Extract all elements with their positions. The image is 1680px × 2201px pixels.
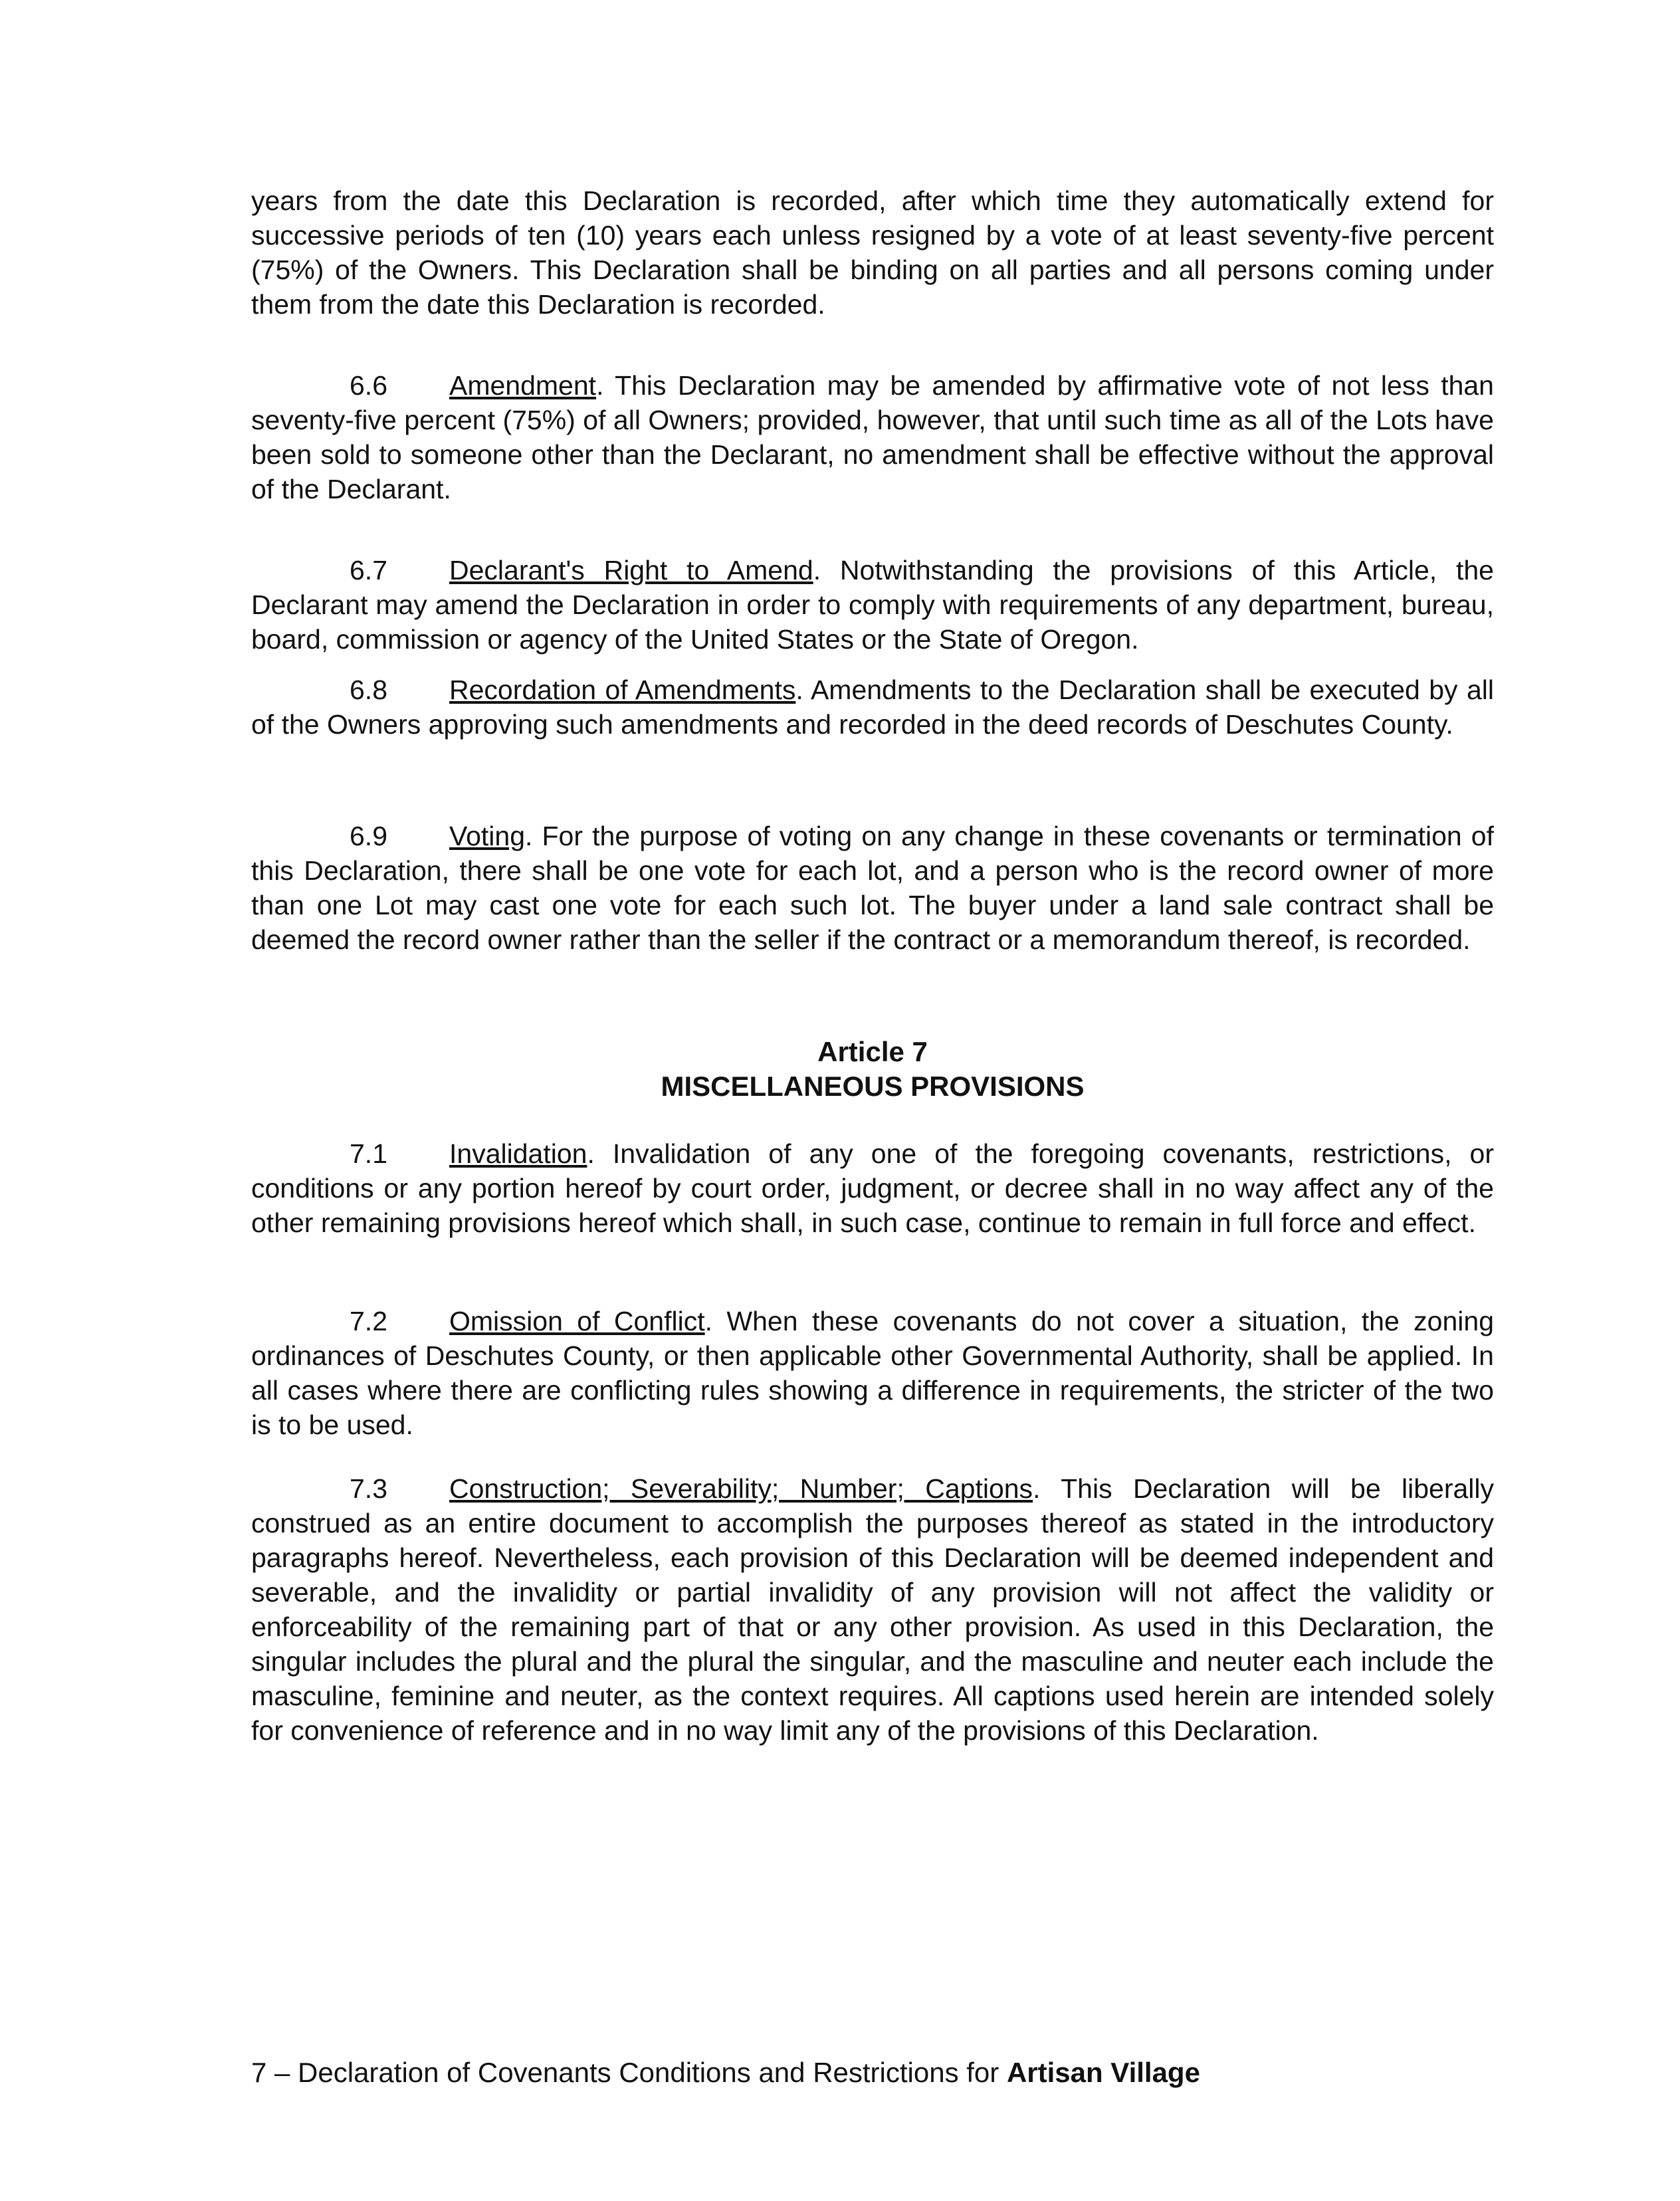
- article-title: MISCELLANEOUS PROVISIONS: [661, 1071, 1085, 1102]
- section-title: Declarant's Right to Amend: [449, 555, 813, 585]
- section-6-6: 6.6 Amendment. This Declaration may be amended by affirmative vote of not less than seventy-five percent (75%) of all Owners; provided, however, that until such time as all of the Lots have been sold to someone other than the Declarant, no amendment shall be effective without the approval of the Declarant.: [251, 368, 1494, 506]
- section-text: When these covenants do not cover a situation, the zoning ordinances of Deschutes County, or then applicable other Governmental Authority, shall be applied. In all cases where there are conflicting rules showing a difference in requirements, the stricter of the two is to be used.: [251, 1306, 1495, 1440]
- section-text: This Declaration will be liberally construed as an entire document to accomplish the purposes thereof as stated in the introductory paragraphs hereof. Nevertheless, each provision of this Declaration will be deemed independent and severable, and the invalidity or partial invalidity of any provision will not affect the validity or enforceability of the remaining part of that or any other provision. As used in this Declaration, the singular includes the plural and the plural the singular, and the masculine and neuter each include the masculine, feminine and neuter, as the context requires. All captions used herein are intended solely for convenience of reference and in no way limit any of the provisions of this Declaration.: [251, 1473, 1495, 1746]
- footer-project-name: Artisan Village: [1006, 2057, 1200, 2088]
- article-label: Article 7: [817, 1036, 928, 1067]
- section-number: 6.9: [350, 821, 387, 851]
- section-6-8: 6.8 Recordation of Amendments. Amendments to the Declaration shall be executed by all of the Owners approving such amendments and recorded in the deed records of Deschutes County.: [251, 673, 1494, 742]
- section-text: This Declaration may be amended by affirmative vote of not less than seventy-five percent (75%) of all Owners; provided, however, that until such time as all of the Lots have been sold to someone other than the Declarant, no amendment shall be effective without the approval of the Declarant.: [251, 370, 1494, 504]
- section-number: 6.8: [350, 675, 387, 705]
- section-text: Notwithstanding the provisions of this Article, the Declarant may amend the Declaration in order to comply with requirements of any department, bureau, board, commission or agency of the United States or the State of Oregon.: [251, 555, 1494, 655]
- section-title: Voting: [449, 821, 525, 851]
- footer-text: 7 – Declaration of Covenants Conditions and Restrictions for: [251, 2057, 1007, 2088]
- section-number: 6.7: [350, 555, 387, 585]
- section-7-3: 7.3 Construction; Severability; Number; Captions. This Declaration will be liberally construed as an entire document to accomplish the purposes thereof as stated in the introductory paragraphs hereof. Nevertheless, each provision of this Declaration will be deemed independent and severable, and the invalidity or partial invalidity of any provision will not affect the validity or enforceability of the remaining part of that or any other provision. As used in this Declaration, the singular includes the plural and the plural the singular, and the masculine and neuter each include the masculine, feminine and neuter, as the context requires. All captions used herein are intended solely for convenience of reference and in no way limit any of the provisions of this Declaration.: [251, 1471, 1494, 1748]
- section-6-7: 6.7 Declarant's Right to Amend. Notwithstanding the provisions of this Article, the Declarant may amend the Declaration in order to comply with requirements of any department, bureau, board, commission or agency of the United States or the State of Oregon.: [251, 553, 1494, 657]
- section-text: Invalidation of any one of the foregoing covenants, restrictions, or conditions or any portion hereof by court order, judgment, or decree shall in no way affect any of the other remaining provisions hereof which shall, in such case, continue to remain in full force and effect.: [251, 1138, 1494, 1238]
- section-title: Construction; Severability; Number; Captions: [449, 1473, 1033, 1504]
- section-number: 7.3: [350, 1473, 387, 1504]
- section-title: Amendment: [449, 370, 597, 401]
- section-text: For the purpose of voting on any change in these covenants or termination of this Declaration, there shall be one vote for each lot, and a person who is the record owner of more than one Lot may cast one vote for each such lot. The buyer under a land sale contract shall be deemed the record owner rather than the seller if the contract or a memorandum thereof, is recorded.: [251, 821, 1494, 955]
- section-title: Recordation of Amendments: [449, 675, 796, 705]
- section-number: 7.1: [350, 1138, 387, 1169]
- section-number: 6.6: [350, 370, 387, 401]
- section-7-1: 7.1 Invalidation. Invalidation of any one of the foregoing covenants, restrictions, or conditions or any portion hereof by court order, judgment, or decree shall in no way affect any of the other remaining provisions hereof which shall, in such case, continue to remain in full force and effect.: [251, 1136, 1494, 1240]
- page-footer: [251, 2055, 1200, 2090]
- section-6-9: 6.9 Voting. For the purpose of voting on any change in these covenants or termination of this Declaration, there shall be one vote for each lot, and a person who is the record owner of more than one Lot may cast one vote for each such lot. The buyer under a land sale contract shall be deemed the record owner rather than the seller if the contract or a memorandum thereof, is recorded.: [251, 819, 1494, 957]
- section-title: Omission of Conflict: [449, 1306, 705, 1336]
- section-number: 7.2: [350, 1306, 387, 1336]
- intro-paragraph: years from the date this Declaration is recorded, after which time they automatically extend for successive periods of ten (10) years each unless resigned by a vote of at least seventy-five percent (75%) of the Owners. This Declaration shall be binding on all parties and all persons coming under them from the date this Declaration is recorded.: [251, 185, 1494, 320]
- section-text: Amendments to the Declaration shall be executed by all of the Owners approving such amendments and recorded in the deed records of Deschutes County.: [251, 675, 1494, 740]
- section-7-2: 7.2 Omission of Conflict. When these covenants do not cover a situation, the zoning ordinances of Deschutes County, or then applicable other Governmental Authority, shall be applied. In all cases where there are conflicting rules showing a difference in requirements, the stricter of the two is to be used.: [251, 1304, 1494, 1442]
- section-title: Invalidation: [449, 1138, 587, 1169]
